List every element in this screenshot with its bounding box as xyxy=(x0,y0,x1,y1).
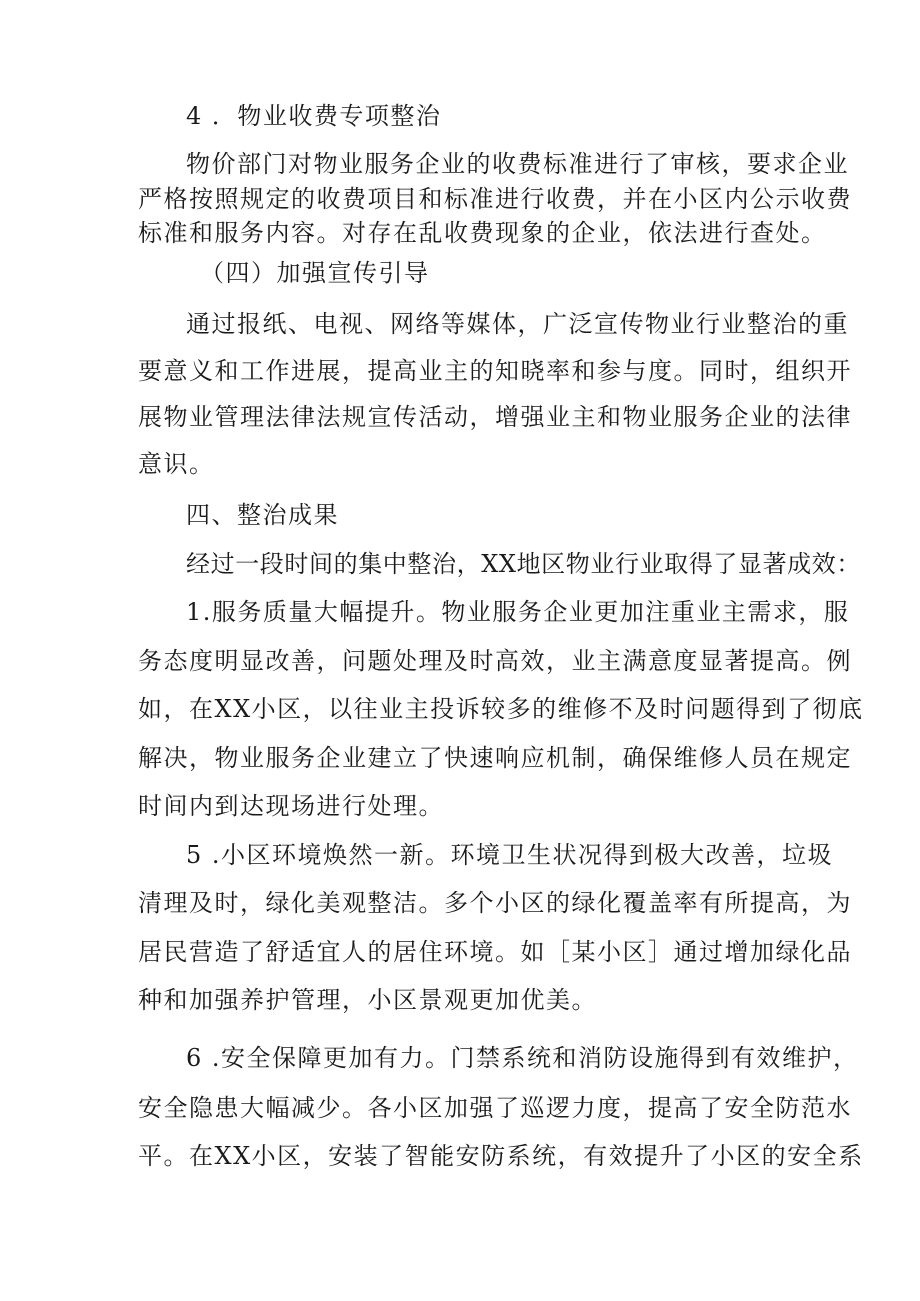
paragraph-line: 物价部门对物业服务企业的收费标准进行了审核，要求企业 xyxy=(186,150,849,178)
result-item-1-line: 1.服务质量大幅提升。物业服务企业更加注重业主需求，服 xyxy=(186,598,850,626)
result-item-6-line: 平。在XX小区，安装了智能安防系统，有效提升了小区的安全系 xyxy=(138,1142,864,1170)
result-item-1-line: 解决，物业服务企业建立了快速响应机制，确保维修人员在规定 xyxy=(138,744,852,772)
paragraph-line: 展物业管理法律法规宣传活动，增强业主和物业服务企业的法律 xyxy=(138,403,852,431)
results-intro: 经过一段时间的集中整治，XX地区物业行业取得了显著成效： xyxy=(186,550,861,578)
results-heading: 四、整治成果 xyxy=(186,501,339,529)
result-item-1-line: 时间内到达现场进行处理。 xyxy=(138,792,444,820)
paragraph-line: 通过报纸、电视、网络等媒体，广泛宣传物业行业整治的重 xyxy=(186,310,849,338)
result-item-6-line: 安全隐患大幅减少。各小区加强了巡逻力度，提高了安全防范水 xyxy=(138,1094,852,1122)
result-item-6-line: 6 .安全保障更加有力。门禁系统和消防设施得到有效维护， xyxy=(186,1044,859,1072)
paragraph-line: 意识。 xyxy=(138,450,215,478)
paragraph-line: 严格按照规定的收费项目和标准进行收费，并在小区内公示收费 xyxy=(138,185,852,213)
publicity-heading: （四）加强宣传引导 xyxy=(200,259,430,287)
paragraph-line: 标准和服务内容。对存在乱收费现象的企业，依法进行查处。 xyxy=(138,219,827,247)
result-item-1-line: 如，在XX小区，以往业主投诉较多的维修不及时问题得到了彻底 xyxy=(138,695,864,723)
result-item-1-line: 务态度明显改善，问题处理及时高效，业主满意度显著提高。例 xyxy=(138,647,852,675)
result-item-5-line: 居民营造了舒适宜人的居住环境。如［某小区］通过增加绿化品 xyxy=(138,938,852,966)
result-item-5-line: 清理及时，绿化美观整洁。多个小区的绿化覆盖率有所提高，为 xyxy=(138,889,852,917)
paragraph-line: 要意义和工作进展，提高业主的知晓率和参与度。同时，组织开 xyxy=(138,357,852,385)
result-item-5-line: 种和加强养护管理，小区景观更加优美。 xyxy=(138,986,597,1014)
result-item-5-line: 5 .小区环境焕然一新。环境卫生状况得到极大改善，垃圾 xyxy=(186,841,834,869)
section-4-heading: 4 ．物业收费专项整治 xyxy=(186,102,442,130)
